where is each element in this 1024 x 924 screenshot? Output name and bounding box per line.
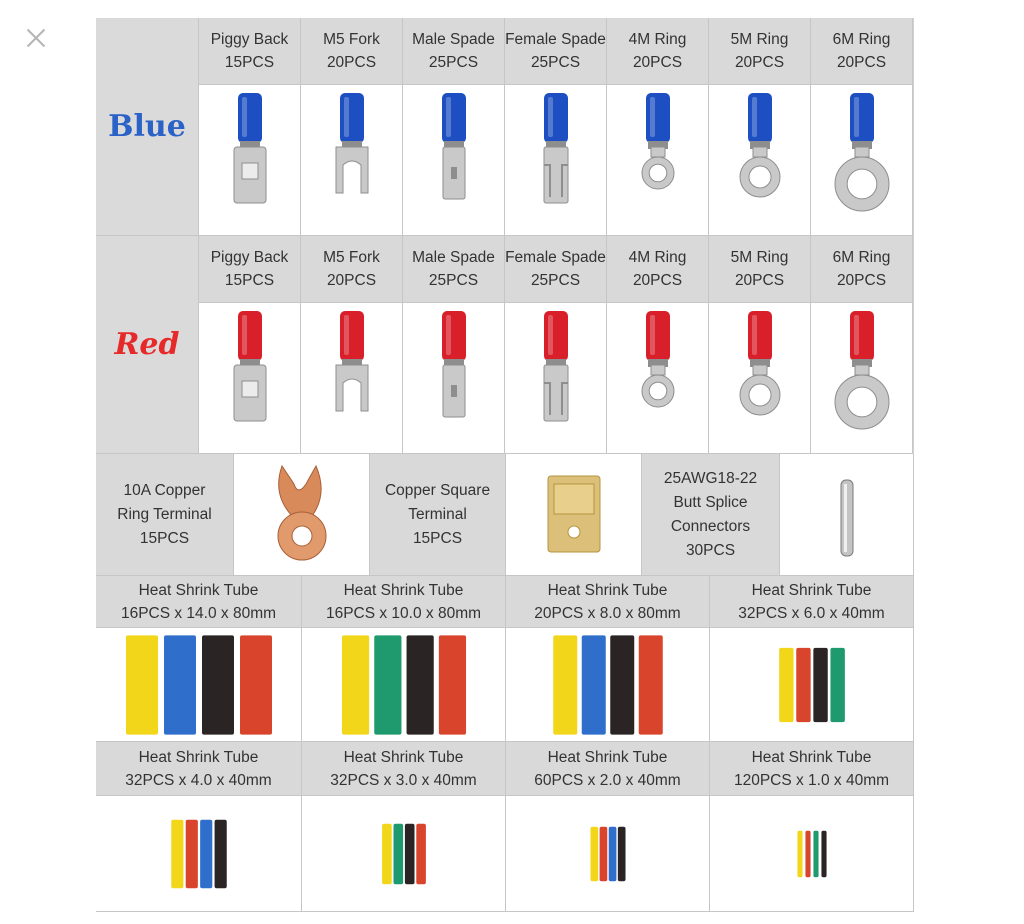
- terminal-image: [403, 85, 505, 236]
- tube-header-text: [326, 579, 481, 625]
- terminal-header-text: [323, 246, 380, 292]
- terminal-header: [403, 18, 505, 85]
- terminal-qty: 20PCS: [836, 54, 887, 71]
- tube-red: [416, 824, 426, 885]
- terminal-header-text: [833, 246, 891, 292]
- tube-black: [821, 831, 826, 877]
- misc-label-line: 30PCS: [685, 541, 736, 559]
- tube-header: [96, 576, 302, 628]
- terminal-ring6-icon: [811, 85, 912, 235]
- tube-header: [302, 576, 506, 628]
- terminal-name: Female Spade: [505, 31, 606, 48]
- tube-black: [407, 635, 434, 734]
- tube-yellow: [590, 827, 598, 881]
- terminal-header: [709, 18, 811, 85]
- terminal-header-text: [731, 246, 789, 292]
- terminal-qty: 20PCS: [734, 54, 785, 71]
- terminal-male-icon: [403, 85, 504, 235]
- terminal-image: [301, 85, 403, 236]
- tube-name: Heat Shrink Tube: [343, 748, 464, 766]
- heat-shrink-tubes-icon: [302, 796, 506, 912]
- misc-label-line: 25AWG18-22: [663, 469, 758, 487]
- terminal-fork-icon: [301, 85, 402, 235]
- tube-header-text: [734, 746, 889, 792]
- misc-label-line: Butt Splice: [673, 493, 748, 511]
- terminal-header-text: [833, 28, 891, 74]
- tube-header-text: [738, 579, 884, 625]
- tube-red: [600, 827, 608, 881]
- tube-name: Heat Shrink Tube: [138, 581, 259, 599]
- terminal-header: [199, 236, 301, 303]
- tube-header-text: [330, 746, 476, 792]
- heat-shrink-tubes-icon: [710, 796, 914, 912]
- tube-blue: [609, 827, 617, 881]
- copper-square-icon: [506, 454, 642, 576]
- terminal-name: Piggy Back: [210, 31, 289, 48]
- terminal-name: 5M Ring: [730, 31, 789, 48]
- tube-red: [796, 648, 810, 722]
- terminal-name: 5M Ring: [730, 249, 789, 266]
- heat-shrink-tubes-icon: [96, 796, 302, 912]
- tube-name: Heat Shrink Tube: [547, 581, 668, 599]
- tube-spec: 32PCS x 4.0 x 40mm: [125, 771, 272, 789]
- terminal-qty: 25PCS: [428, 272, 479, 289]
- terminal-name: 4M Ring: [628, 249, 687, 266]
- terminal-header-text: [323, 28, 380, 74]
- tube-name: Heat Shrink Tube: [547, 748, 668, 766]
- heat-shrink-tubes-icon: [506, 628, 710, 742]
- tube-name: Heat Shrink Tube: [751, 581, 872, 599]
- tube-black: [405, 824, 415, 885]
- misc-label-line: Terminal: [408, 505, 467, 523]
- terminal-header: [709, 236, 811, 303]
- terminal-header: [505, 236, 607, 303]
- terminal-qty: 20PCS: [734, 272, 785, 289]
- tube-yellow: [382, 824, 392, 885]
- copper-ring-icon: [234, 454, 370, 576]
- terminal-header-text: [505, 28, 606, 74]
- tube-header: [506, 742, 710, 796]
- terminal-image: [403, 303, 505, 454]
- terminal-name: 4M Ring: [628, 31, 687, 48]
- tube-black: [215, 820, 227, 889]
- tube-header-text: [125, 746, 271, 792]
- tube-yellow: [797, 831, 802, 877]
- tube-spec: 16PCS x 10.0 x 80mm: [325, 604, 482, 622]
- terminal-piggy-icon: [199, 85, 300, 235]
- misc-image: [234, 454, 370, 576]
- misc-label-line: Copper Square: [384, 481, 491, 499]
- terminal-header: [607, 236, 709, 303]
- tube-red: [805, 831, 810, 877]
- tube-name: Heat Shrink Tube: [343, 581, 464, 599]
- terminal-piggy-icon: [199, 303, 300, 453]
- misc-label-line: 10A Copper: [123, 481, 206, 499]
- tube-header: [302, 742, 506, 796]
- terminal-ring4-icon: [607, 303, 708, 453]
- tube-black: [813, 648, 827, 722]
- terminal-header-text: [211, 246, 289, 292]
- misc-label-line: Connectors: [670, 517, 751, 535]
- terminal-qty: 25PCS: [530, 54, 581, 71]
- terminal-name: M5 Fork: [323, 31, 380, 48]
- misc-label-line: 15PCS: [139, 529, 190, 547]
- terminal-header: [505, 18, 607, 85]
- terminal-header-text: [731, 28, 789, 74]
- terminal-header-text: [629, 28, 687, 74]
- terminal-image: [811, 303, 913, 454]
- misc-label-line: Ring Terminal: [117, 505, 212, 523]
- butt-splice-icon: [780, 454, 914, 576]
- tube-blue: [200, 820, 212, 889]
- misc-label: [642, 454, 780, 576]
- misc-label-text: [664, 467, 757, 563]
- tube-red: [439, 635, 466, 734]
- tube-red: [240, 635, 272, 734]
- terminal-image: [607, 85, 709, 236]
- heat-shrink-tubes-icon: [96, 628, 302, 742]
- heat-shrink-tubes-icon: [302, 628, 506, 742]
- tube-header-text: [534, 579, 680, 625]
- terminal-name: Piggy Back: [210, 249, 289, 266]
- tube-spec: 32PCS x 3.0 x 40mm: [330, 771, 477, 789]
- terminal-qty: 25PCS: [428, 54, 479, 71]
- tube-blue: [164, 635, 196, 734]
- tube-image: [506, 628, 710, 742]
- terminal-ring4-icon: [607, 85, 708, 235]
- tube-green: [394, 824, 404, 885]
- terminal-name: Male Spade: [412, 249, 495, 266]
- terminal-ring6-icon: [811, 303, 912, 453]
- terminal-female-icon: [505, 85, 606, 235]
- tube-spec: 20PCS x 8.0 x 80mm: [534, 604, 681, 622]
- terminal-header: [301, 18, 403, 85]
- terminal-header-text: [629, 246, 687, 292]
- terminal-qty: 15PCS: [224, 54, 275, 71]
- tube-header: [710, 742, 914, 796]
- terminal-image: [199, 85, 301, 236]
- tube-name: Heat Shrink Tube: [138, 748, 259, 766]
- terminal-image: [709, 85, 811, 236]
- tube-spec: 60PCS x 2.0 x 40mm: [534, 771, 681, 789]
- tube-header: [710, 576, 914, 628]
- terminal-header-text: [211, 28, 289, 74]
- misc-label: [370, 454, 506, 576]
- terminal-name: 6M Ring: [832, 31, 891, 48]
- terminal-header-text: [505, 246, 606, 292]
- terminal-name: Male Spade: [412, 31, 495, 48]
- terminal-header: [301, 236, 403, 303]
- tube-yellow: [171, 820, 183, 889]
- terminal-image: [709, 303, 811, 454]
- tube-green: [830, 648, 844, 722]
- color-label-blue: Blue: [96, 18, 199, 236]
- misc-label: [96, 454, 234, 576]
- tube-header-text: [534, 746, 680, 792]
- terminal-header: [403, 236, 505, 303]
- tube-image: [302, 796, 506, 912]
- terminal-qty: 20PCS: [632, 54, 683, 71]
- tube-black: [202, 635, 234, 734]
- misc-label-text: [117, 479, 211, 551]
- tube-blue: [582, 635, 606, 734]
- tube-header-text: [121, 579, 276, 625]
- tube-red: [639, 635, 663, 734]
- tube-green: [374, 635, 401, 734]
- terminal-image: [607, 303, 709, 454]
- tube-yellow: [342, 635, 369, 734]
- terminal-qty: 20PCS: [632, 272, 683, 289]
- tube-image: [302, 628, 506, 742]
- tube-image: [710, 628, 914, 742]
- product-grid: [96, 18, 914, 912]
- terminal-header-text: [412, 28, 495, 74]
- terminal-header: [199, 18, 301, 85]
- tube-header: [506, 576, 710, 628]
- misc-image: [506, 454, 642, 576]
- terminal-qty: 25PCS: [530, 272, 581, 289]
- tube-name: Heat Shrink Tube: [751, 748, 872, 766]
- terminal-header: [811, 236, 913, 303]
- terminal-ring5-icon: [709, 303, 810, 453]
- terminal-image: [505, 303, 607, 454]
- misc-label-line: 15PCS: [412, 529, 463, 547]
- terminal-header: [811, 18, 913, 85]
- terminal-qty: 20PCS: [836, 272, 887, 289]
- misc-label-text: [385, 479, 490, 551]
- terminal-fork-icon: [301, 303, 402, 453]
- terminal-male-icon: [403, 303, 504, 453]
- terminal-name: 6M Ring: [832, 249, 891, 266]
- terminal-header-text: [412, 246, 495, 292]
- color-label-red: Red: [96, 236, 199, 454]
- tube-green: [813, 831, 818, 877]
- tube-yellow: [779, 648, 793, 722]
- close-icon[interactable]: [24, 26, 48, 50]
- terminal-qty: 20PCS: [326, 272, 377, 289]
- tube-image: [710, 796, 914, 912]
- terminal-female-icon: [505, 303, 606, 453]
- tube-spec: 32PCS x 6.0 x 40mm: [738, 604, 885, 622]
- terminal-qty: 20PCS: [326, 54, 377, 71]
- tube-black: [618, 827, 626, 881]
- tube-red: [186, 820, 198, 889]
- tube-image: [96, 628, 302, 742]
- tube-spec: 16PCS x 14.0 x 80mm: [120, 604, 277, 622]
- heat-shrink-tubes-icon: [506, 796, 710, 912]
- tube-yellow: [553, 635, 577, 734]
- tube-black: [610, 635, 634, 734]
- terminal-image: [811, 85, 913, 236]
- terminal-qty: 15PCS: [224, 272, 275, 289]
- tube-spec: 120PCS x 1.0 x 40mm: [733, 771, 890, 789]
- tube-yellow: [126, 635, 158, 734]
- tube-header: [96, 742, 302, 796]
- terminal-name: Female Spade: [505, 249, 606, 266]
- terminal-ring5-icon: [709, 85, 810, 235]
- terminal-header: [607, 18, 709, 85]
- terminal-name: M5 Fork: [323, 249, 380, 266]
- tube-image: [506, 796, 710, 912]
- tube-image: [96, 796, 302, 912]
- terminal-image: [301, 303, 403, 454]
- terminal-image: [505, 85, 607, 236]
- misc-image: [780, 454, 914, 576]
- terminal-image: [199, 303, 301, 454]
- heat-shrink-tubes-icon: [710, 628, 914, 742]
